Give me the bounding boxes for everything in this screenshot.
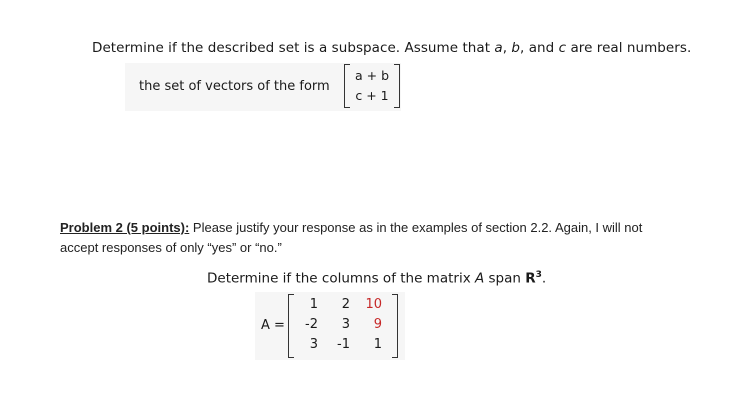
question-1-prefix: Determine if the described set is a subspace. Assume that	[92, 40, 495, 56]
question-2-mid: span	[484, 270, 526, 287]
variable-a: a	[494, 40, 503, 56]
question-1-suffix: are real numbers.	[566, 40, 692, 56]
matrix-cell: 1	[309, 297, 318, 312]
matrix-cell: 2	[341, 297, 350, 312]
variable-A: A	[474, 270, 485, 287]
question-2-prefix: Determine if the columns of the matrix	[207, 270, 475, 287]
form-label: the set of vectors of the form	[139, 79, 330, 94]
matrix-label: A =	[261, 318, 285, 333]
matrix-cell: -2	[305, 317, 318, 332]
separator: , and	[520, 40, 559, 56]
separator: ,	[502, 40, 512, 56]
matrix-cell: 10	[365, 297, 382, 312]
matrix-cell: 1	[373, 337, 382, 352]
right-bracket	[394, 64, 400, 108]
space-exponent: 3	[535, 270, 542, 280]
space-R: R	[525, 270, 536, 287]
question-2-end: .	[541, 270, 547, 287]
variable-b: b	[511, 40, 521, 56]
vector-entry: a + b	[354, 68, 389, 83]
matrix-cell: 3	[309, 337, 318, 352]
problem-2-text: Please justify your response as in the examples of section 2.2. Again, I will not accept responses of only “yes” or “no.”	[60, 220, 643, 255]
question-2-text	[207, 270, 546, 287]
matrix-cell: -1	[337, 337, 350, 352]
problem-2-heading: Problem 2 (5 points):	[60, 220, 190, 235]
vector	[344, 64, 400, 108]
right-bracket	[392, 294, 398, 358]
matrix-cell: 9	[373, 317, 382, 332]
variable-c: c	[558, 40, 567, 56]
problem-2-statement	[60, 218, 680, 258]
question-1-text	[92, 40, 691, 56]
matrix-A	[288, 294, 398, 358]
matrix-cell: 3	[341, 317, 350, 332]
vector-entry: c + 1	[355, 88, 389, 103]
